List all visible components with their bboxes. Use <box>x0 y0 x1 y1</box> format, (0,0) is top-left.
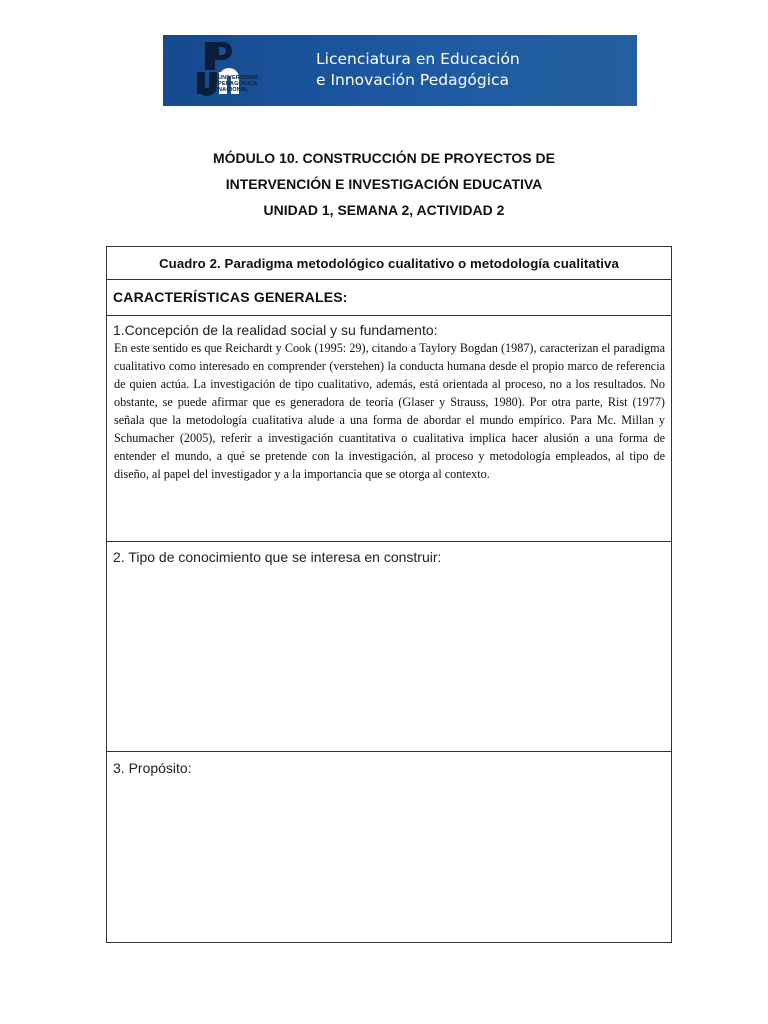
program-title-line: e Innovación Pedagógica <box>316 71 510 89</box>
table-caption-row <box>107 247 671 280</box>
activity-table <box>106 246 672 943</box>
section-1-cell[interactable] <box>107 316 671 542</box>
university-name <box>218 75 278 93</box>
section-1-body: En este sentido es que Reichardt y Cook (1995: 29), citando a Taylory Bogdan (1987), caracterizan el paradigma cualitativo como interesado en comprender (verstehen) la conducta humana desde el propio marco de referencia de quien actúa. La investigación de tipo cualitativo, además, está orientada al proceso, no a los resultados. No obstante, se puede afirmar que es generadora de teoría (Glaser y Strauss, 1980). Por otra parte, Rist (1977) señala que la metodología cualitativa alude a una forma de abordar el mundo empírico. Para Mc. Millan y Schumacher (2005), referir a investigación cuantitativa o cualitativa implica hacer alusión a una forma de entender el mundo, a qué se pretende con la investigación, al proceso y metodología empleados, al tipo de diseño, al papel del investigador y a la importancia que se otorga al contexto. <box>114 341 665 481</box>
section-2-label: 2. Tipo de conocimiento que se interesa en construir: <box>113 549 442 565</box>
module-title: MÓDULO 10. CONSTRUCCIÓN DE PROYECTOS DE <box>212 150 555 166</box>
table-caption: Cuadro 2. Paradigma metodológico cualitativo o metodología cualitativa <box>159 256 619 271</box>
program-title <box>316 49 520 91</box>
program-title-line: Licenciatura en Educación <box>316 50 520 68</box>
section-3-label: 3. Propósito: <box>113 760 192 776</box>
general-header-row <box>107 280 671 316</box>
university-line: UNIVERSIDAD <box>218 75 259 81</box>
header-banner <box>163 35 637 106</box>
section-3-cell[interactable] <box>107 752 671 942</box>
section-2-cell[interactable] <box>107 542 671 752</box>
activity-label: UNIDAD 1, SEMANA 2, ACTIVIDAD 2 <box>263 202 505 218</box>
module-subtitle: INTERVENCIÓN E INVESTIGACIÓN EDUCATIVA <box>225 176 543 192</box>
section-1-label: 1.Concepción de la realidad social y su fundamento: <box>113 322 438 338</box>
general-characteristics-heading: CARACTERÍSTICAS GENERALES: <box>113 289 348 305</box>
university-line: PEDAGÓGICA <box>218 81 258 87</box>
university-line: NACIONAL <box>218 87 249 93</box>
